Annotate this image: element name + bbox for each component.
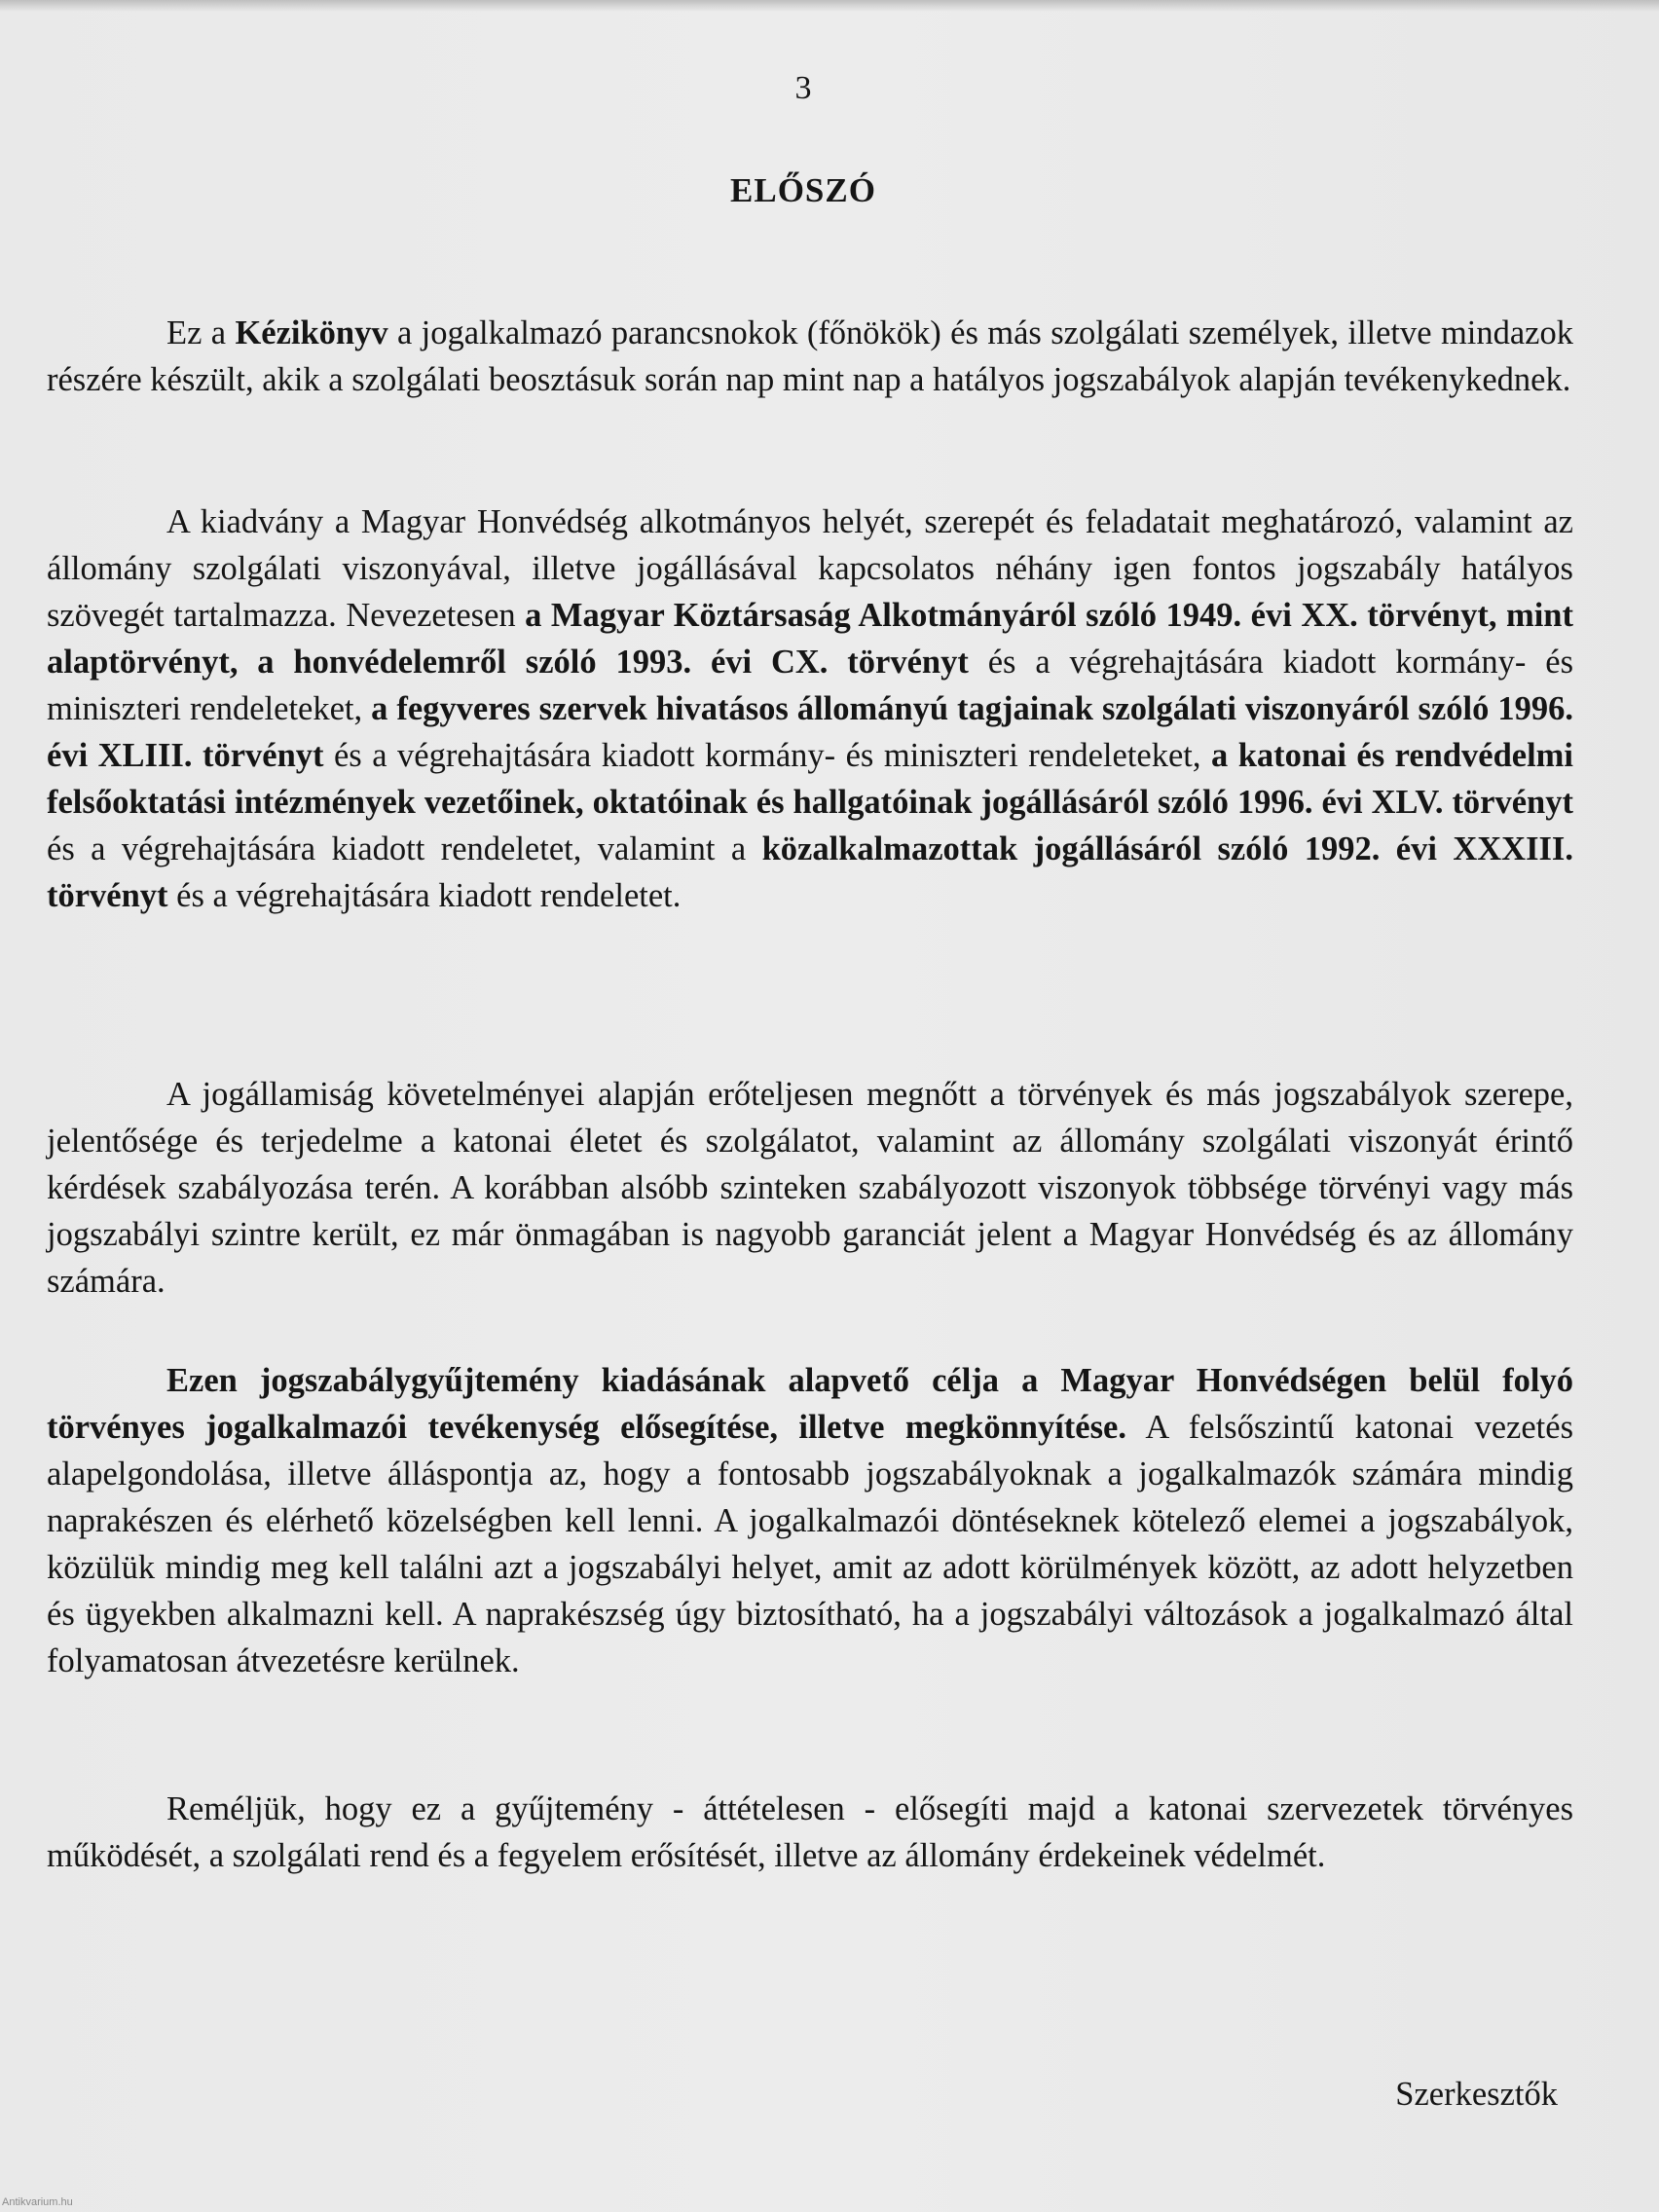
signature: Szerkesztők bbox=[1395, 2076, 1558, 2113]
text-run: a jogalkalmazó parancsnokok (főnökök) és más szolgálati személyek, illetve mindazok részére készült, akik a szolgálati beosztásuk során nap mint nap a hatályos jogszabályok alapján tevékenykednek. bbox=[47, 314, 1573, 398]
paragraph-intro bbox=[47, 310, 1573, 403]
bold-run: a fegyveres szervek hivatásos állományú tagjainak szolgálati viszonyáról szóló 1996. évi XLIII. törvényt bbox=[47, 690, 1573, 774]
text-run: és a végrehajtására kiadott kormány- és miniszteri rendeleteket, bbox=[47, 644, 1573, 727]
text-run: A felsőszintű katonai vezetés alapelgondolása, illetve álláspontja az, hogy a fontosabb jogszabályoknak a jogalkalmazók számára mindig naprakészen és elérhető közelségben kell lenni. A jogalkalmazói döntéseknek kötelező elemei a jogszabályok, közülük mindig meg kell találni azt a jogszabályi helyet, amit az adott körülmények között, az adott helyzetben és ügyekben alkalmazni kell. A naprakészség úgy biztosítható, ha a jogszabályi változások a jogalkalmazó által folyamatosan átvezetésre kerülnek. bbox=[47, 1409, 1574, 1679]
page-number: 3 bbox=[794, 70, 812, 106]
watermark: Antikvarium.hu bbox=[2, 2196, 73, 2208]
text-run: A jogállamiság követelményei alapján erőteljesen megnőtt a törvények és más jogszabályok szerepe, jelentősége és terjedelme a katonai életet és szolgálatot, valamint az állomány szolgálati viszonyát érintő kérdések szabályozása terén. A korábban alsóbb szinteken szabályozott viszonyok többsége törvényi vagy más jogszabályi szintre került, ez már önmagában is nagyobb garanciát jelent a Magyar Honvédség és az állomány számára. bbox=[47, 1076, 1573, 1300]
bold-run: közalkalmazottak jogállásáról szóló 1992. évi XXXIII. törvényt bbox=[47, 830, 1573, 914]
bold-run: a Magyar Köztársaság Alkotmányáról szóló 1949. évi XX. törvényt, mint alaptörvényt, a honvédelemről szóló 1993. évi CX. törvényt bbox=[47, 597, 1573, 681]
bold-run: Ezen jogszabálygyűjtemény kiadásának alapvető célja a Magyar Honvédségen belül folyó törvényes jogalkalmazói tevékenység elősegítése, illetve megkönnyítése. bbox=[47, 1362, 1573, 1446]
text-run: és a végrehajtására kiadott kormány- és miniszteri rendeleteket, bbox=[323, 737, 1211, 774]
page-top-shadow bbox=[0, 0, 1659, 12]
text-run: Ez a bbox=[166, 314, 236, 351]
paragraph-purpose bbox=[47, 1357, 1573, 1684]
paragraph-rule-of-law bbox=[47, 1071, 1573, 1305]
text-run: és a végrehajtására kiadott rendeletet, valamint a bbox=[47, 830, 762, 867]
page-title: ELŐSZÓ bbox=[730, 171, 876, 209]
paragraph-contents bbox=[47, 498, 1573, 919]
bold-run: Kézikönyv bbox=[235, 314, 388, 351]
text-run: és a végrehajtására kiadott rendeletet. bbox=[167, 877, 682, 914]
text-run: A kiadvány a Magyar Honvédség alkotmányos helyét, szerepét és feladatait meghatározó, valamint az állomány szolgálati viszonyával, illetve jogállásával kapcsolatos néhány igen fontos jogszabály hatályos szövegét tartalmazza. Nevezetesen bbox=[47, 503, 1573, 634]
text-run: Reméljük, hogy ez a gyűjtemény - áttételesen - elősegíti majd a katonai szervezetek törvényes működését, a szolgálati rend és a fegyelem erősítését, illetve az állomány érdekeinek védelmét. bbox=[47, 1790, 1573, 1874]
bold-run: a katonai és rendvédelmi felsőoktatási intézmények vezetőinek, oktatóinak és hallgatóinak jogállásáról szóló 1996. évi XLV. törvényt bbox=[47, 737, 1573, 821]
paragraph-closing bbox=[47, 1786, 1573, 1879]
